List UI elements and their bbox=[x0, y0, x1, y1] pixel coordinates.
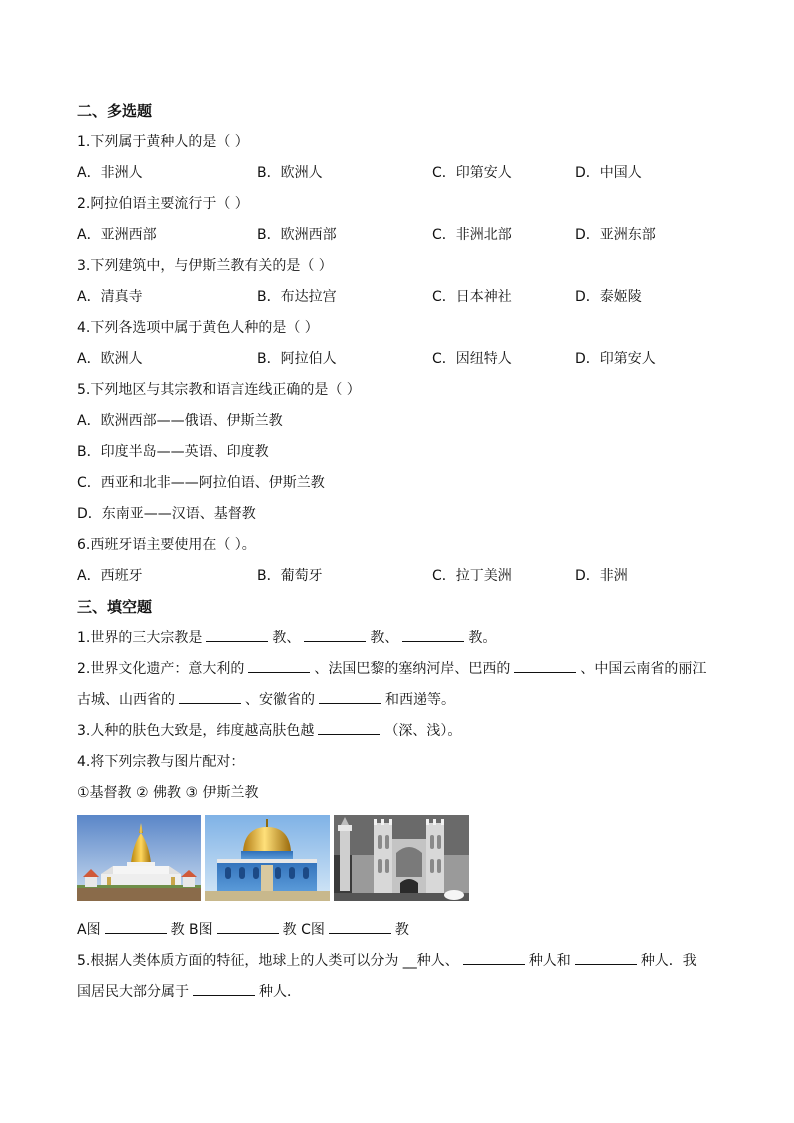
q5-option-c[interactable]: C．西亚和北非——阿拉伯语、伊斯兰教 bbox=[77, 475, 325, 491]
q4-option-a[interactable]: A．欧洲人 bbox=[77, 351, 143, 367]
fill-q5-text-2b: 种人． bbox=[259, 984, 301, 1000]
q1-option-a[interactable]: A．非洲人 bbox=[77, 165, 143, 181]
q6-option-d[interactable]: D．非洲 bbox=[575, 568, 628, 584]
fill-question-4-answers bbox=[77, 915, 737, 946]
fill-q5-text-1c: 种人．我 bbox=[640, 953, 697, 969]
q5-option-b[interactable]: B．印度半岛——英语、印度教 bbox=[77, 444, 269, 460]
fill-q5-text-2a: 国居民大部分属于 bbox=[77, 984, 189, 1000]
q2-option-c[interactable]: C．非洲北部 bbox=[432, 227, 512, 243]
fill-q5-text-1b: 种人和 bbox=[528, 953, 571, 969]
fill-q2-text-2c: 和西递等。 bbox=[385, 692, 455, 708]
fill-q3-text-a: 3.人种的肤色大致是，纬度越高肤色越 bbox=[77, 723, 315, 739]
question-4-stem: 4.下列各选项中属于黄色人种的是（ ） bbox=[77, 320, 319, 336]
fill-blank[interactable] bbox=[514, 671, 576, 673]
picture-b-mosque-dome bbox=[205, 815, 330, 901]
fill-blank[interactable] bbox=[319, 702, 381, 704]
fill-q4-text-a: A图 bbox=[77, 922, 101, 938]
picture-a-pagoda bbox=[77, 815, 201, 901]
fill-q2-text-1c: 、中国云南省的丽江 bbox=[580, 661, 707, 677]
q5-option-d[interactable]: D．东南亚——汉语、基督教 bbox=[77, 506, 256, 522]
question-4-options bbox=[77, 344, 737, 375]
fill-question-5-line-1 bbox=[77, 946, 737, 977]
fill-question-2-line-2 bbox=[77, 685, 737, 716]
fill-blank[interactable] bbox=[248, 671, 310, 673]
fill-q3-text-b: （深、浅）。 bbox=[384, 723, 462, 739]
fill-blank[interactable] bbox=[329, 932, 391, 934]
fill-blank[interactable] bbox=[193, 994, 255, 996]
question-3-options bbox=[77, 282, 737, 313]
fill-blank[interactable] bbox=[318, 733, 380, 735]
question-5-stem: 5.下列地区与其宗教和语言连线正确的是（ ） bbox=[77, 382, 361, 398]
q3-option-b[interactable]: B．布达拉宫 bbox=[257, 289, 337, 305]
q4-option-c[interactable]: C．因纽特人 bbox=[432, 351, 512, 367]
fill-question-2-line-1 bbox=[77, 654, 737, 685]
section-title-fill-in: 三、填空题 bbox=[77, 598, 153, 616]
fill-blank[interactable] bbox=[217, 932, 279, 934]
question-3-stem: 3.下列建筑中，与伊斯兰教有关的是（ ） bbox=[77, 258, 333, 274]
q2-option-a[interactable]: A．亚洲西部 bbox=[77, 227, 157, 243]
q3-option-d[interactable]: D．泰姬陵 bbox=[575, 289, 642, 305]
fill-question-1 bbox=[77, 623, 737, 654]
fill-blank[interactable] bbox=[402, 640, 464, 642]
fill-blank[interactable] bbox=[463, 963, 525, 965]
fill-q4-text-d: 教 bbox=[394, 922, 409, 938]
q6-option-c[interactable]: C．拉丁美洲 bbox=[432, 568, 512, 584]
question-6-options bbox=[77, 561, 737, 592]
worksheet-page bbox=[77, 96, 737, 1008]
picture-c-gothic-church bbox=[334, 815, 469, 901]
fill-q4-text-c: 教 C图 bbox=[282, 922, 325, 938]
fill-question-4-stem: 4.将下列宗教与图片配对： bbox=[77, 754, 245, 770]
question-6-stem: 6.西班牙语主要使用在（ ）。 bbox=[77, 537, 256, 553]
fill-blank[interactable] bbox=[304, 640, 366, 642]
fill-blank[interactable] bbox=[179, 702, 241, 704]
fill-question-3 bbox=[77, 716, 737, 747]
fill-blank[interactable] bbox=[105, 932, 167, 934]
fill-q2-text-1b: 、法国巴黎的塞纳河岸、巴西的 bbox=[314, 661, 511, 677]
fill-q1-text-d: 教。 bbox=[468, 630, 497, 646]
question-2-stem: 2.阿拉伯语主要流行于（ ） bbox=[77, 196, 249, 212]
q2-option-d[interactable]: D．亚洲东部 bbox=[575, 227, 656, 243]
section-title-multiple-choice: 二、多选题 bbox=[77, 102, 153, 120]
religion-pictures bbox=[77, 815, 737, 911]
fill-q4-text-b: 教 B图 bbox=[170, 922, 213, 938]
question-1-stem: 1.下列属于黄种人的是（ ） bbox=[77, 134, 249, 150]
fill-q2-text-1a: 2.世界文化遗产：意大利的 bbox=[77, 661, 245, 677]
fill-question-5-line-2 bbox=[77, 977, 737, 1008]
fill-q1-text-c: 教、 bbox=[370, 630, 399, 646]
q2-option-b[interactable]: B．欧洲西部 bbox=[257, 227, 337, 243]
q1-option-c[interactable]: C．印第安人 bbox=[432, 165, 512, 181]
q6-option-b[interactable]: B．葡萄牙 bbox=[257, 568, 323, 584]
q4-option-b[interactable]: B．阿拉伯人 bbox=[257, 351, 337, 367]
fill-question-4-choices: ①基督教 ② 佛教 ③ 伊斯兰教 bbox=[77, 785, 259, 801]
fill-blank[interactable] bbox=[575, 963, 637, 965]
q3-option-c[interactable]: C．日本神社 bbox=[432, 289, 512, 305]
fill-q1-text-b: 教、 bbox=[272, 630, 301, 646]
fill-q1-text-a: 1.世界的三大宗教是 bbox=[77, 630, 203, 646]
question-1-options bbox=[77, 158, 737, 189]
q3-option-a[interactable]: A．清真寺 bbox=[77, 289, 143, 305]
fill-q2-text-2b: 、安徽省的 bbox=[245, 692, 315, 708]
q1-option-b[interactable]: B．欧洲人 bbox=[257, 165, 323, 181]
q5-option-a[interactable]: A．欧洲西部——俄语、伊斯兰教 bbox=[77, 413, 283, 429]
q1-option-d[interactable]: D．中国人 bbox=[575, 165, 642, 181]
fill-q5-text-1a: 5.根据人类体质方面的特征，地球上的人类可以分为 __种人、 bbox=[77, 953, 459, 969]
fill-q2-text-2a: 古城、山西省的 bbox=[77, 692, 175, 708]
q4-option-d[interactable]: D．印第安人 bbox=[575, 351, 656, 367]
fill-blank[interactable] bbox=[206, 640, 268, 642]
question-2-options bbox=[77, 220, 737, 251]
q6-option-a[interactable]: A．西班牙 bbox=[77, 568, 143, 584]
